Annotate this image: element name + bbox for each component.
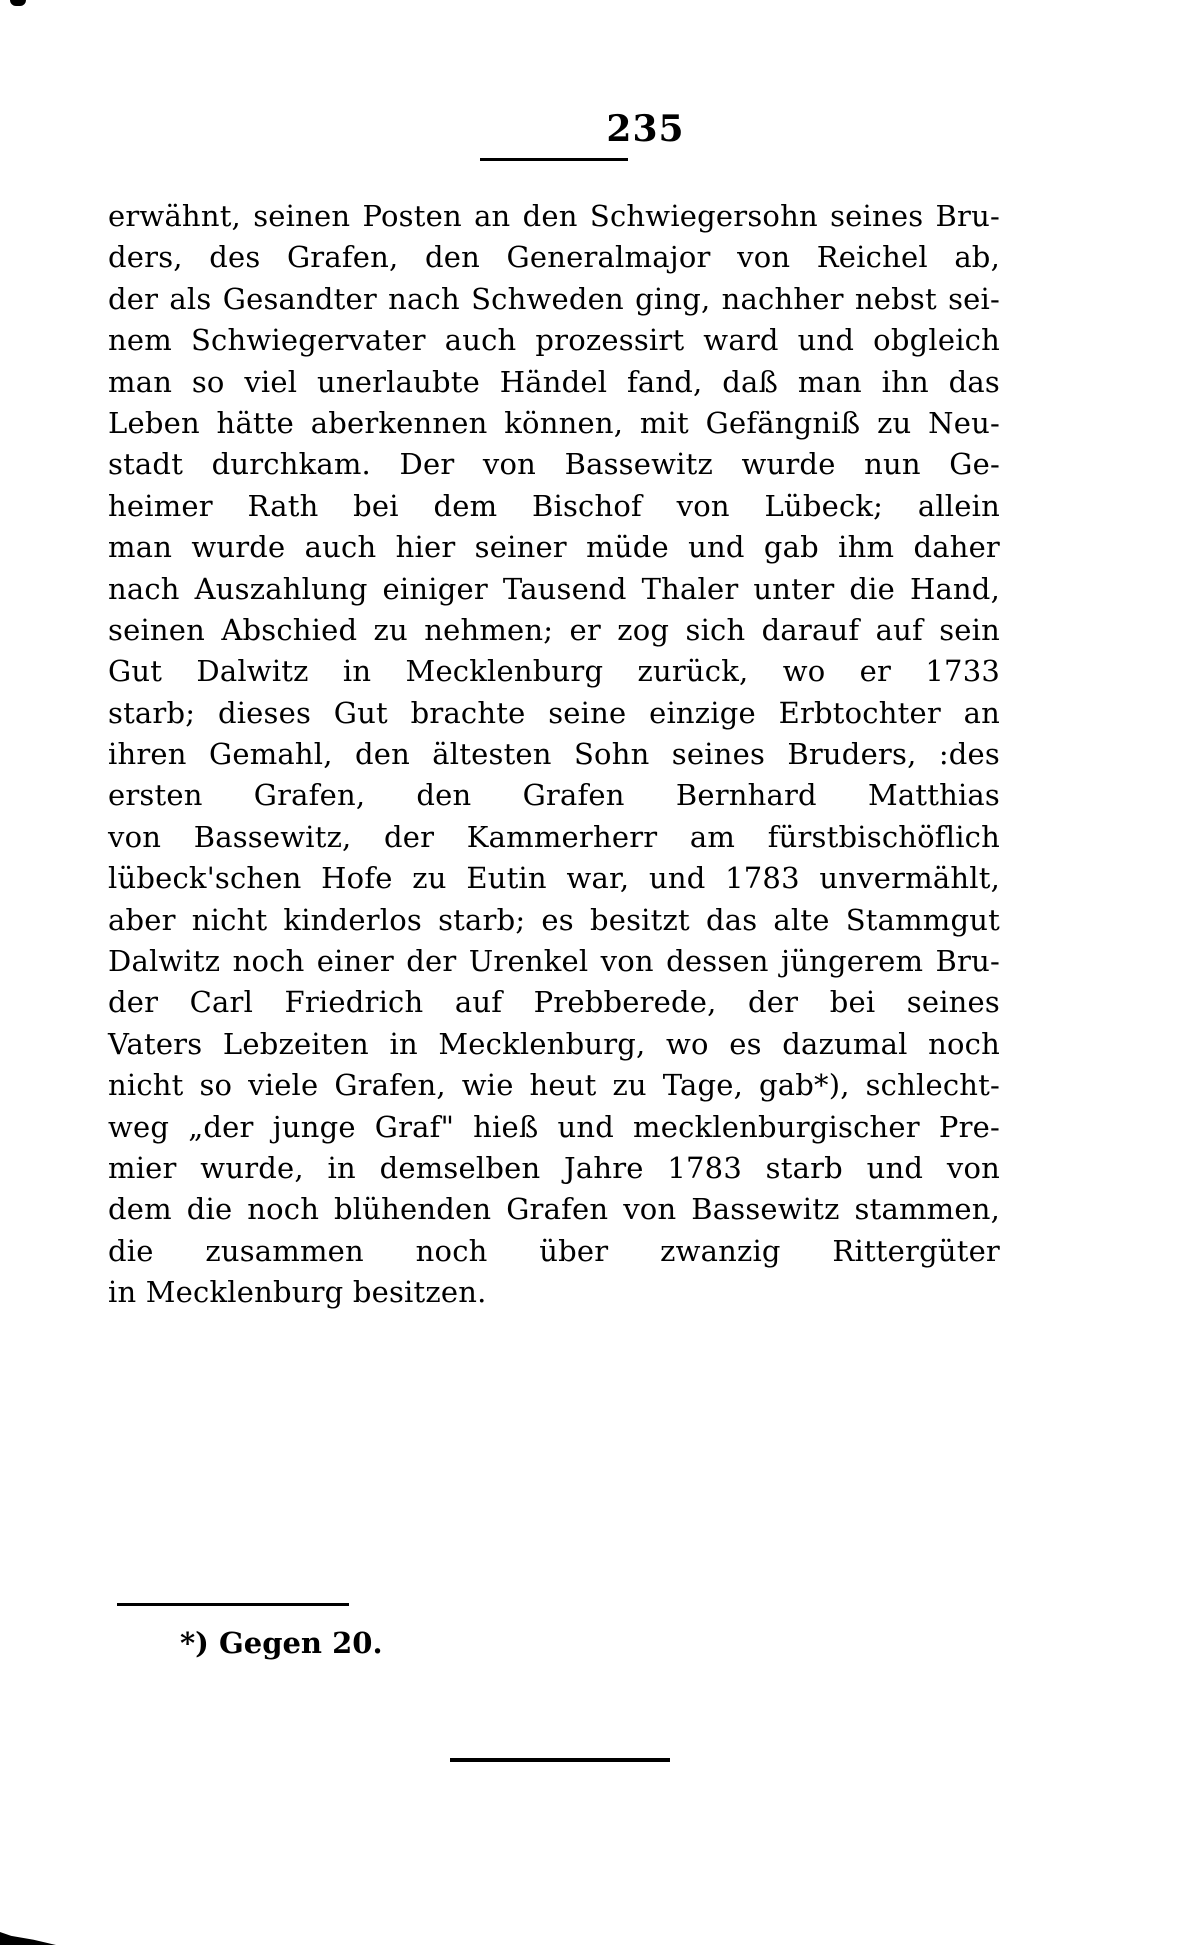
- footnote: *) Gegen 20.: [180, 1626, 383, 1660]
- text-line: der als Gesandter nach Schweden ging, nachher nebst sei-: [108, 281, 1000, 316]
- end-of-page-rule: [450, 1758, 670, 1762]
- text-line: weg „der junge Graf" hieß und mecklenburgischer Pre-: [108, 1109, 1000, 1144]
- text-line: nicht so viele Grafen, wie heut zu Tage, gab*), schlecht-: [108, 1068, 1000, 1103]
- text-line: nach Auszahlung einiger Tausend Thaler unter die Hand,: [108, 571, 1000, 606]
- text-line: ihren Gemahl, den ältesten Sohn seines Bruders, :des: [108, 737, 1000, 772]
- text-line: die zusammen noch über zwanzig Rittergüter: [108, 1233, 1000, 1268]
- text-line: seinen Abschied zu nehmen; er zog sich darauf auf sein: [108, 612, 1000, 647]
- text-line: erwähnt, seinen Posten an den Schwiegersohn seines Bru-: [108, 199, 1000, 233]
- body-text: [108, 196, 1000, 1314]
- header-rule: [480, 158, 628, 161]
- page-number: 235: [606, 108, 685, 150]
- text-line: ders, des Grafen, den Generalmajor von Reichel ab,: [108, 240, 1000, 275]
- text-line: Leben hätte aberkennen können, mit Gefängniß zu Neu-: [108, 405, 1000, 440]
- text-line: ersten Grafen, den Grafen Bernhard Matthias: [108, 778, 1000, 813]
- text-line: Vaters Lebzeiten in Mecklenburg, wo es dazumal noch: [108, 1026, 1000, 1061]
- text-line: mier wurde, in demselben Jahre 1783 starb und von: [108, 1150, 1000, 1185]
- text-line: der Carl Friedrich auf Prebberede, der bei seines: [108, 985, 1000, 1020]
- footnote-rule: [117, 1603, 349, 1606]
- text-line: lübeck'schen Hofe zu Eutin war, und 1783 unvermählt,: [108, 861, 1000, 896]
- text-line: aber nicht kinderlos starb; es besitzt das alte Stammgut: [108, 902, 1000, 937]
- text-line: Dalwitz noch einer der Urenkel von dessen jüngerem Bru-: [108, 944, 1000, 979]
- text-line-last: in Mecklenburg besitzen.: [108, 1275, 487, 1310]
- text-line: von Bassewitz, der Kammerherr am fürstbischöflich: [108, 819, 1000, 854]
- text-line: nem Schwiegervater auch prozessirt ward und obgleich: [108, 323, 1000, 358]
- text-line: stadt durchkam. Der von Bassewitz wurde nun Ge-: [108, 447, 1000, 482]
- text-line: man so viel unerlaubte Händel fand, daß man ihn das: [108, 364, 1000, 399]
- text-line: dem die noch blühenden Grafen von Bassewitz stammen,: [108, 1192, 1000, 1227]
- text-line: heimer Rath bei dem Bischof von Lübeck; allein: [108, 488, 1000, 523]
- text-line: starb; dieses Gut brachte seine einzige Erbtochter an: [108, 695, 1000, 730]
- text-line: man wurde auch hier seiner müde und gab ihm daher: [108, 530, 1000, 565]
- text-line: Gut Dalwitz in Mecklenburg zurück, wo er 1733: [108, 654, 1000, 689]
- scan-artifact-top: [10, 0, 26, 6]
- scan-artifact-bottom: [0, 1932, 56, 1945]
